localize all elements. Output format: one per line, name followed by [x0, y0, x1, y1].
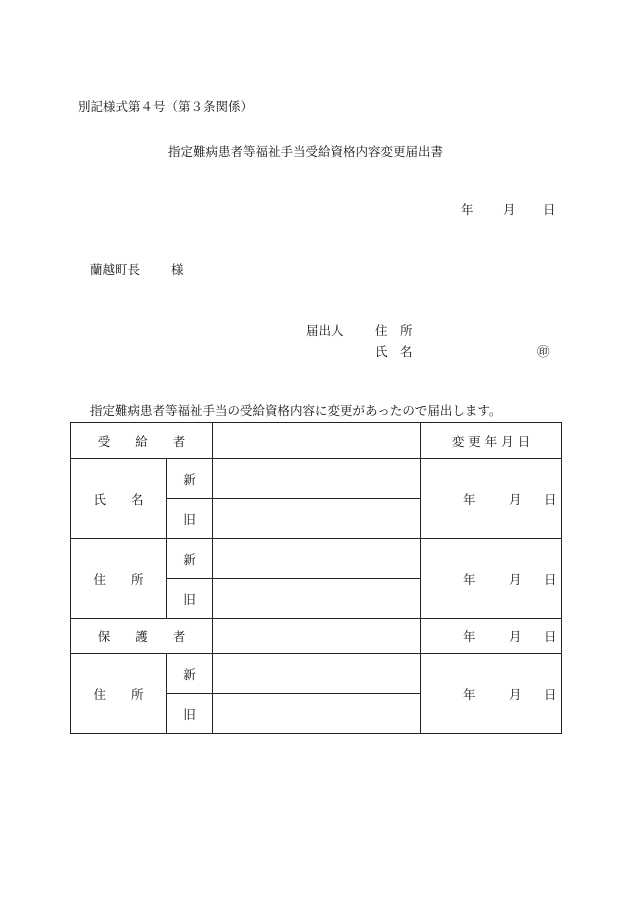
name-new-input[interactable]	[213, 459, 421, 499]
guardian-input[interactable]	[213, 619, 421, 654]
table-row	[71, 619, 562, 654]
notifier-address-label: 住 所	[375, 323, 413, 338]
name-old-input[interactable]	[213, 499, 421, 539]
date-year-label: 年	[463, 491, 476, 507]
date-year-label: 年	[463, 629, 476, 644]
new-label: 新	[167, 539, 213, 579]
table-row	[71, 459, 562, 499]
guardian-address-old-input[interactable]	[213, 694, 421, 734]
old-label: 旧	[167, 579, 213, 619]
header-blank-cell[interactable]	[213, 423, 421, 459]
recipient-name: 蘭越町長	[90, 262, 141, 277]
date-month-label: 月	[509, 686, 522, 702]
address-old-input[interactable]	[213, 579, 421, 619]
date-year-label: 年	[463, 686, 476, 702]
old-label: 旧	[167, 694, 213, 734]
new-label: 新	[167, 459, 213, 499]
row-label-guardian: 保 護 者	[71, 619, 213, 654]
row-label-name: 氏 名	[71, 459, 167, 539]
header-change-date: 変 更 年 月 日	[421, 423, 562, 459]
seal-mark: ㊞	[537, 344, 550, 359]
table-row	[71, 654, 562, 694]
date-year-label: 年	[461, 202, 474, 217]
date-month-label: 月	[509, 571, 522, 587]
date-day-label: 日	[544, 629, 557, 644]
date-day-label: 日	[544, 686, 557, 702]
name-change-date[interactable]	[421, 459, 562, 539]
header-recipient: 受 給 者	[71, 423, 213, 459]
old-label: 旧	[167, 499, 213, 539]
recipient-honorific: 様	[171, 262, 184, 277]
date-month-label: 月	[509, 491, 522, 507]
change-form-table	[70, 422, 562, 734]
form-number: 別記様式第４号（第３条関係）	[78, 99, 254, 114]
date-month-label: 月	[503, 202, 516, 217]
statement-text: 指定難病患者等福祉手当の受給資格内容に変更があったので届出します。	[90, 403, 502, 418]
notifier-name-label: 氏 名	[375, 344, 413, 359]
guardian-address-new-input[interactable]	[213, 654, 421, 694]
date-day-label: 日	[543, 202, 556, 217]
document-title: 指定難病患者等福祉手当受給資格内容変更届出書	[168, 144, 444, 159]
address-new-input[interactable]	[213, 539, 421, 579]
date-month-label: 月	[509, 629, 522, 644]
date-year-label: 年	[463, 571, 476, 587]
address-change-date[interactable]	[421, 539, 562, 619]
row-label-address: 住 所	[71, 539, 167, 619]
date-day-label: 日	[544, 571, 557, 587]
notifier-label: 届出人	[306, 323, 344, 338]
date-day-label: 日	[544, 491, 557, 507]
table-row	[71, 539, 562, 579]
guardian-address-change-date[interactable]	[421, 654, 562, 734]
row-label-guardian-address: 住 所	[71, 654, 167, 734]
guardian-change-date[interactable]	[421, 619, 562, 654]
new-label: 新	[167, 654, 213, 694]
table-header-row	[71, 423, 562, 459]
